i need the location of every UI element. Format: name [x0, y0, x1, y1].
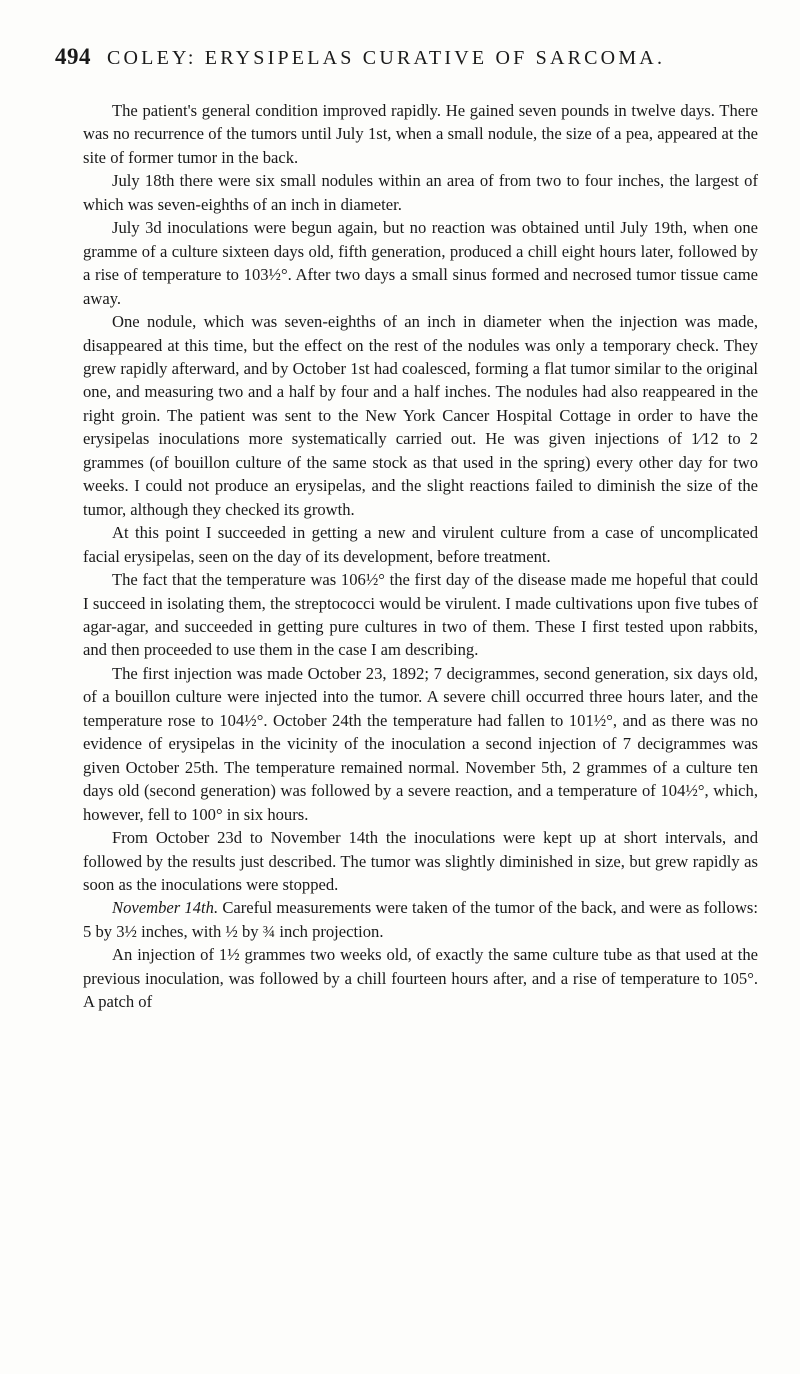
paragraph-november-14 [83, 896, 758, 943]
paragraph-final-injection: An injection of 1½ grammes two weeks old, of exactly the same culture tube as that used at the previous inoculation, was followed by a chill fourteen hours after, and a rise of temperature to 105°. A patch of [83, 945, 758, 1012]
page-number: 494 [55, 44, 91, 69]
paragraph-recovery: The patient's general condition improved rapidly. He gained seven pounds in twelve days. There was no recurrence of the tumors until July 1st, when a small nodule, the size of a pea, appeared at the site of former tumor in the back. [83, 101, 758, 167]
paragraph-inoculations-kept-up: From October 23d to November 14th the inoculations were kept up at short intervals, and followed by the results just described. The tumor was slightly diminished in size, but grew rapidly as soon as the inoculations were stopped. [83, 828, 758, 894]
paragraph-new-culture: At this point I succeeded in getting a new and virulent culture from a case of uncomplicated facial erysipelas, seen on the day of its development, before treatment. [83, 523, 758, 566]
paragraph-july-18: July 18th there were six small nodules within an area of from two to four inches, the largest of which was seven-eighths of an inch in diameter. [83, 171, 758, 214]
paragraph-nodule-regrowth: One nodule, which was seven-eighths of an inch in diameter when the injection was made, disappeared at this time, but the effect on the rest of the nodules was only a temporary check. They grew rapidly afterward, and by October 1st had coalesced, forming a flat tumor similar to the original one, and measuring two and a half by four and a half inches. The nodules had also reappeared in the right groin. The patient was sent to the New York Cancer Hospital Cottage in order to have the erysipelas inoculations more systematically carried out. He was given injections of 1⁄12 to 2 grammes (of bouillon culture of the same stock as that used in the spring) every other day for two weeks. I could not produce an erysipelas, and the slight reactions failed to diminish the size of the tumor, although they checked its growth. [83, 312, 758, 519]
paragraph-first-injection: The first injection was made October 23, 1892; 7 decigrammes, second generation, six days old, of a bouillon culture were injected into the tumor. A severe chill occurred three hours later, and the temperature rose to 104½°. October 24th the temperature had fallen to 101½°, and as there was no evidence of erysipelas in the vicinity of the inoculation a second injection of 7 decigrammes was given October 25th. The temperature remained normal. November 5th, 2 grammes of a culture ten days old (second generation) was followed by a severe reaction, and a temperature of 104½°, which, however, fell to 100° in six hours. [83, 663, 758, 824]
body-text [83, 99, 758, 1014]
paragraph-streptococci: The fact that the temperature was 106½° the first day of the disease made me hopeful that could I succeed in isolating them, the streptococci would be virulent. I made cultivations upon five tubes of agar-agar, and succeeded in getting pure cultures in two of them. These I first tested upon rabbits, and then proceeded to use them in the case I am describing. [83, 570, 758, 660]
running-title: COLEY: ERYSIPELAS CURATIVE OF SARCOMA. [107, 47, 666, 69]
measurement-text: Careful measurements were taken of the tumor of the back, and were as follows: 5 by 3½ inches, with ½ by ¾ inch projection. [83, 898, 759, 941]
paragraph-july-3: July 3d inoculations were begun again, but no reaction was obtained until July 19th, when one gramme of a culture sixteen days old, fifth generation, produced a chill eight hours later, followed by a rise of temperature to 103½°. After two days a small sinus formed and necrosed tumor tissue came away. [83, 218, 758, 308]
date-lead: November 14th. [112, 898, 219, 918]
running-head [55, 44, 755, 78]
